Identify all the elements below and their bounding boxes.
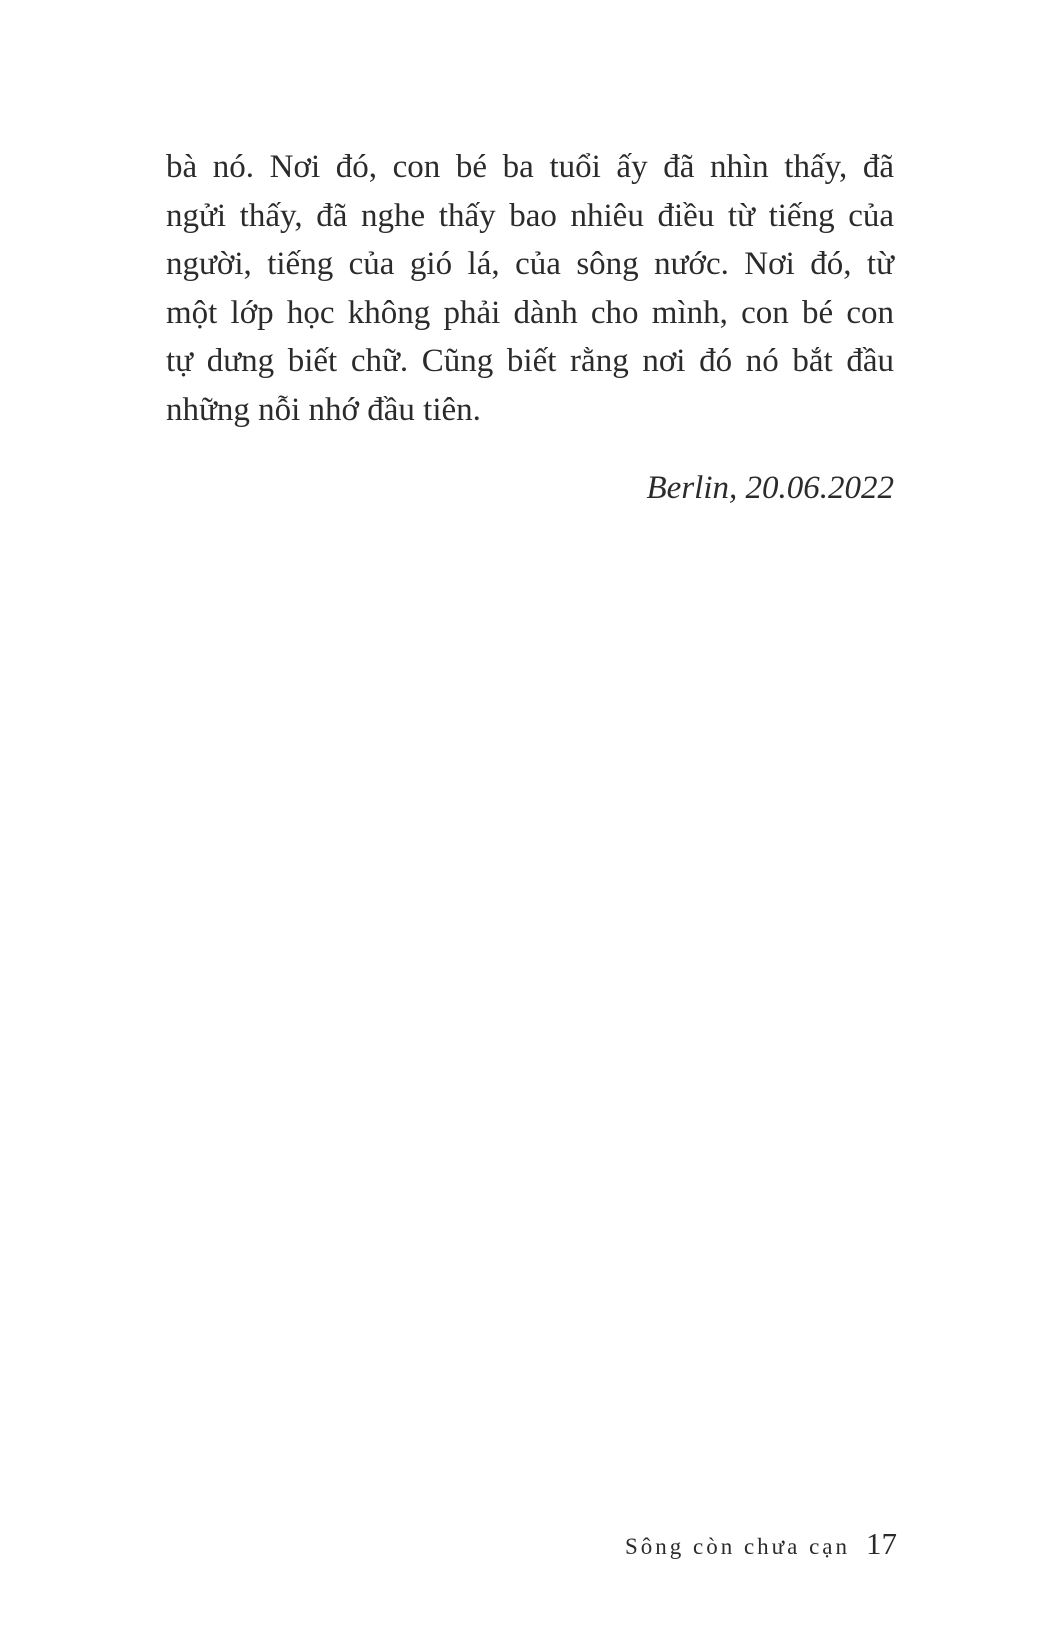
body-text-line: bà nó. Nơi đó, con bé ba tuổi ấy đã nhìn thấy, đã — [166, 149, 894, 185]
running-footer-book-title: Sông còn chưa cạn — [624, 1534, 850, 1559]
running-footer — [166, 1526, 897, 1562]
body-text-line: những nỗi nhớ đầu tiên. — [166, 391, 481, 428]
body-text-block — [166, 143, 894, 512]
body-text-line: một lớp học không phải dành cho mình, con bé con — [166, 294, 894, 331]
body-text-line: người, tiếng của gió lá, của sông nước. Nơi đó, từ — [166, 246, 894, 282]
dateline: Berlin, 20.06.2022 — [646, 470, 894, 506]
body-text-line: ngửi thấy, đã nghe thấy bao nhiêu điều từ tiếng của — [166, 197, 894, 234]
body-text-line: tự dưng biết chữ. Cũng biết rằng nơi đó nó bắt đầu — [166, 343, 894, 379]
page-number: 17 — [866, 1526, 897, 1561]
